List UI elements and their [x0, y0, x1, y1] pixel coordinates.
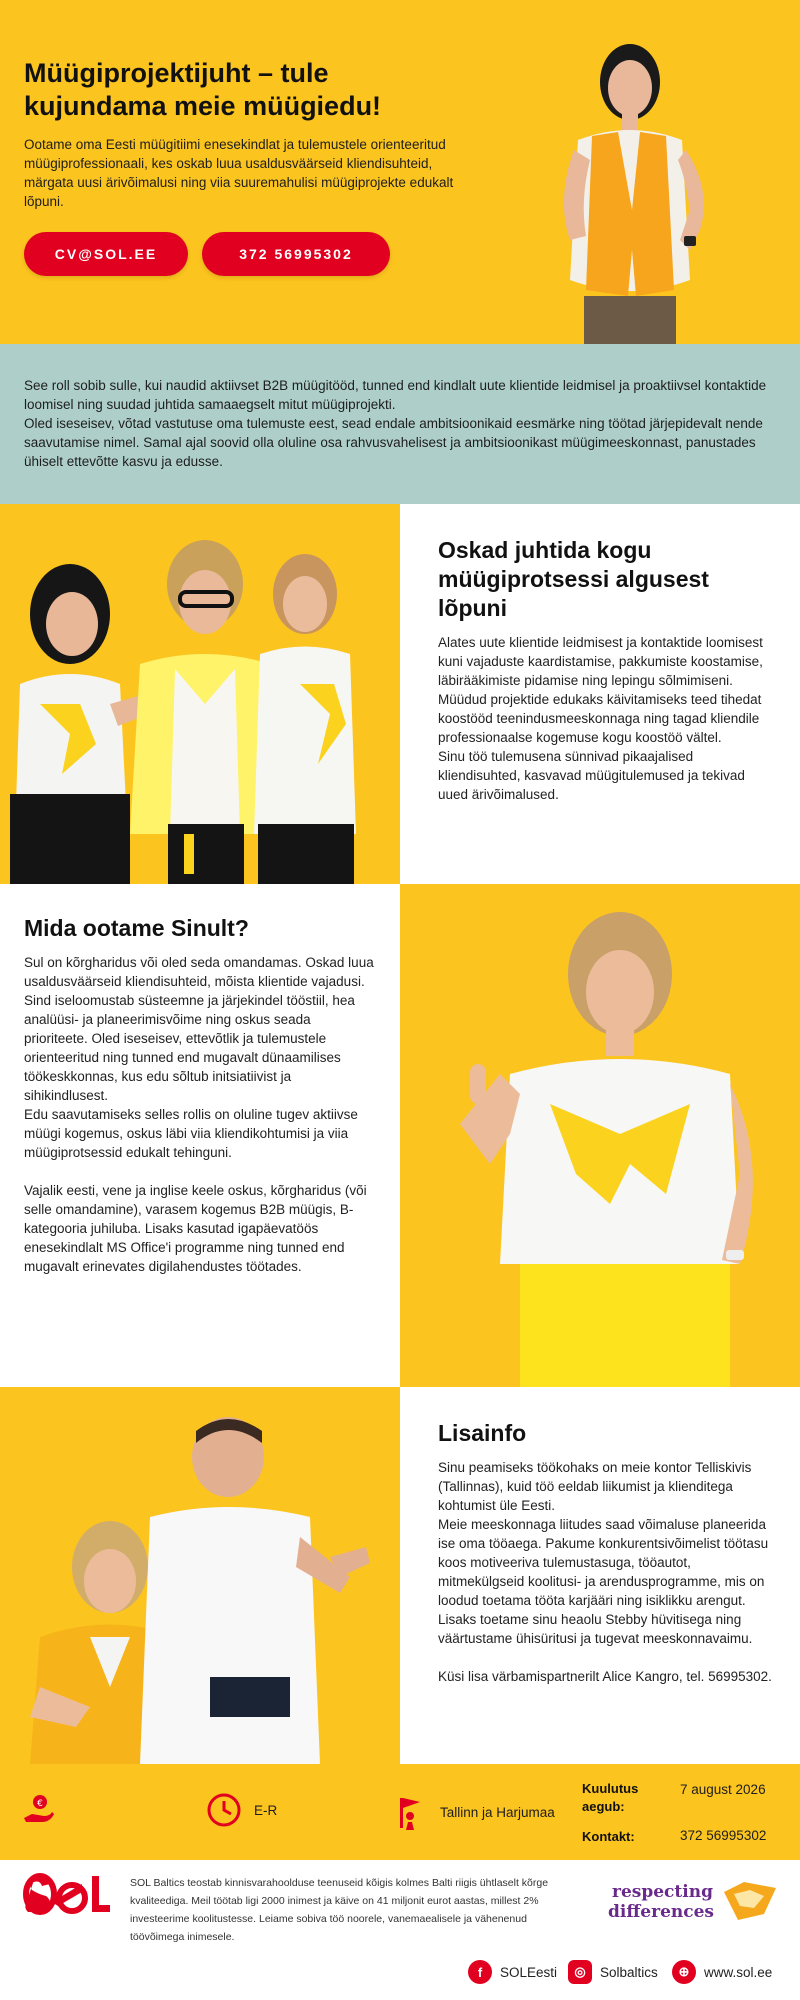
section-expectations-body: Sul on kõrgharidus või oled seda omandamas. Oskad luua usaldusväärseid kliendisuhteid, mõista klientide vajadusi. Sind iseloomustab süsteemne ja järjekindel tööstiil, hea analüüsi- ja planeerimisvõime ning oskus seada prioriteete. Oled iseseisev, ettevõtlik ja tulemustele orienteeritud ning tunned end mugavalt dünaamilises töökeskkonnas, kus edu sõltub initsiatiivist ja sihikindlusest. Edu saavutamiseks selles rollis on oluline tugev aktiivse müügi kogemus, oskus läbi viia kliendikohtumisi ja viia müügiprotsessid edukalt tehinguni. Vajalik eesti, vene ja inglise keele oskus, kõrgharidus (või selle omandamine), varasem kogemus B2B müügis, B-kategooria juhiluba. Lisaks kasutad igapäevatöös enesekindlalt MS Office'i programme ning tunned end mugavalt erinevates digilahendustes töötades.	[24, 955, 374, 1274]
location-text: Tallinn ja Harjumaa	[440, 1804, 555, 1820]
location-item	[396, 1794, 555, 1830]
schedule-text: E-R	[254, 1802, 278, 1818]
badge-line-2: differences	[608, 1902, 714, 1922]
section-more-info-title: Lisainfo	[438, 1420, 527, 1446]
company-about: SOL Baltics teostab kinnisvarahoolduse teenuseid kõigis kolmes Balti riigis ühtlaselt kõrge kvaliteediga. Meil töötab ligi 2000 inimest ja käive on 41 miljonit eurot aastas, millest 2% investeerime koolitustesse. Leiame sobiva töö noorele, vanemaealisele ja vähenenud töövõimega inimesele.	[130, 1877, 549, 1943]
two-people-photo	[0, 1387, 400, 1764]
location-flag-icon	[396, 1794, 424, 1830]
facebook-label: SOLEesti	[500, 1964, 558, 1980]
clock-icon	[206, 1792, 242, 1828]
email-button[interactable]: CV@SOL.EE	[24, 232, 188, 276]
phone-button[interactable]: 372 56995302	[202, 232, 390, 276]
instagram-link[interactable]	[568, 1960, 658, 1984]
woman-thumbs-up-photo	[400, 884, 800, 1387]
section-expectations	[0, 884, 400, 1387]
instagram-label: Solbaltics	[600, 1964, 658, 1980]
website-label: www.sol.ee	[704, 1964, 773, 1980]
instagram-icon: ◎	[568, 1960, 592, 1984]
section-more-info-body: Sinu peamiseks töökohaks on meie kontor Telliskivis (Tallinnas), kuid töö eeldab liikumist ja klienditega kohtumist üle Eesti. Meie meeskonnaga liitudes saad võimaluse planeerida ise oma tööaega. Pakume konkurentsivõimelist töötasu koos motiveeriva tulemustasuga, tööautot, mitmekülgseid koolitusi- ja arendusprogramme, mis on loodud toetama tööta karjääri ning isiklikku arengut. Lisaks toetame sinu heaolu Stebby hüvitisega ning väärtustame ühisüritusi ja tugevat meeskonnavaimu. Küsi lisa värbamispartnerilt Alice Kangro, tel. 56995302.	[438, 1460, 772, 1684]
contact-label: Kontakt:	[582, 1829, 635, 1844]
section-sales-process-title: Oskad juhtida kogu müügiprotsessi algusest lõpuni	[438, 537, 709, 621]
respecting-differences-badge	[606, 1882, 786, 1932]
schedule-item	[206, 1792, 277, 1828]
svg-text:€: €	[37, 1799, 43, 1809]
hero-person-photo	[540, 40, 720, 344]
hero-section	[0, 0, 800, 344]
contact-value[interactable]: 372 56995302	[680, 1828, 767, 1843]
page-title: Müügiprojektijuht – tule kujundama meie müügiedu!	[24, 58, 382, 121]
section-more-info	[400, 1387, 800, 1764]
section-sales-process	[400, 504, 800, 884]
section-expectations-title: Mida ootame Sinult?	[24, 915, 249, 941]
globe-icon: ⊕	[672, 1960, 696, 1984]
badge-line-1: respecting	[612, 1882, 713, 1902]
salary-hand-icon	[20, 1792, 56, 1828]
facebook-link[interactable]	[468, 1960, 557, 1984]
website-link[interactable]	[672, 1960, 772, 1984]
section-sales-process-body: Alates uute klientide leidmisest ja kontaktide loomisest kuni vajaduste kaardistamise, pakkumiste koostamise, läbirääkimiste pidamise ning lepingu sõlmimiseni. Müüdud projektide edukaks käivitamiseks teed tihedat koostööd teenindusmeeskonnaga ning tagad kliendile professionaalse kogemuse kogu koostöö vältel. Sinu töö tulemusena sünnivad pikaajalised kliendisuhted, kasvavad müügitulemused ja tekivad uued ärivõimalused.	[438, 635, 763, 802]
sol-logo[interactable]	[22, 1872, 112, 1916]
facebook-icon: f	[468, 1960, 492, 1984]
team-photo	[0, 504, 400, 884]
expires-label: Kuulutus aegub:	[582, 1781, 639, 1814]
info-bar	[0, 1764, 800, 1860]
salary-item	[20, 1792, 56, 1828]
footer	[0, 1860, 800, 2000]
badge-graphic-icon	[720, 1882, 780, 1922]
summary-text: See roll sobib sulle, kui naudid aktiivset B2B müügitööd, tunned end kindlalt uute klientide leidmisel ja proaktiivsel kontaktide loomisel ning suudad juhtida samaaegselt mitut müügiprojekti. Oled iseseisev, võtad vastutuse oma tulemuste eest, sead endale ambitsioonikaid eesmärke ning töötad järjepidevalt nende saavutamise nimel. Samal ajal soovid olla oluline osa rahvusvahelisest ja ambitsioonikast müügimeeskonnast, panustades ühiselt ettevõtte kasvu ja edusse.	[24, 378, 767, 469]
hero-intro: Ootame oma Eesti müügitiimi enesekindlat ja tulemustele orienteeritud müügiprofessionaali, kes oskab luua usaldusväärseid kliendisuhteid, märgata uusi ärivõimalusi ning viia suuremahulisi müügiprojekte edukalt lõpuni.	[24, 137, 454, 209]
expires-value: 7 august 2026	[680, 1782, 766, 1797]
